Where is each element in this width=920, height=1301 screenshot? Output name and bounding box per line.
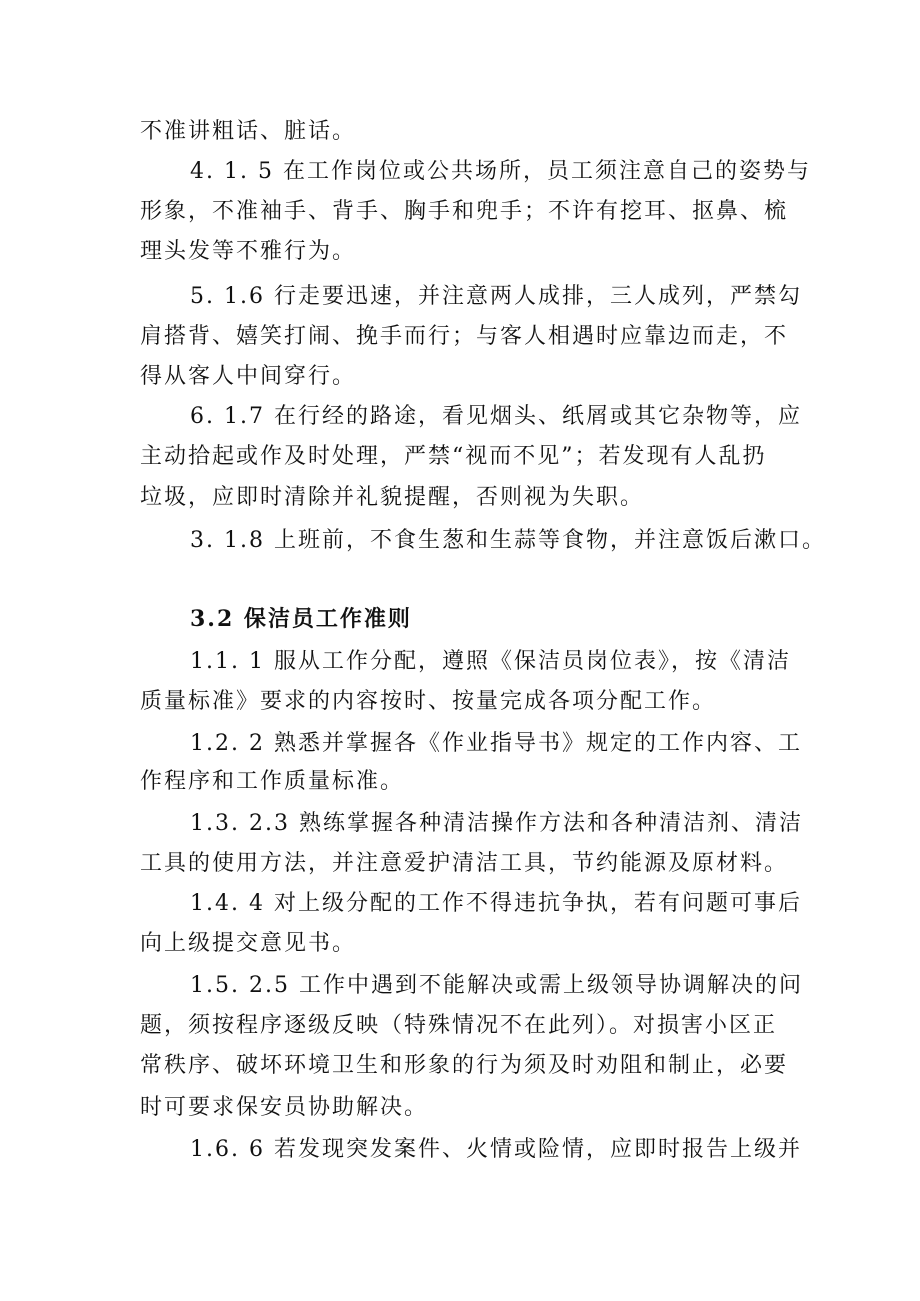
line-13: 1.1. 1 服从工作分配，遵照《保洁员岗位表》，按《清洁 xyxy=(190,649,791,674)
line-15: 1.2. 2 熟悉并掌握各《作业指导书》规定的工作内容、工 xyxy=(190,731,802,756)
line-17: 1.3. 2.3 熟练掌握各种清洁操作方法和各种清洁剂、清洁 xyxy=(190,811,803,836)
line-8: 6. 1.7 在行经的路途，看见烟头、纸屑或其它杂物等，应 xyxy=(190,404,802,429)
line-23: 常秩序、破坏环境卫生和形象的行为须及时劝阻和制止，必要 xyxy=(140,1053,789,1078)
line-18: 工具的使用方法，并注意爱护清洁工具，节约能源及原材料。 xyxy=(140,851,789,876)
line-22: 题，须按程序逐级反映（特殊情况不在此列）。对损害小区正 xyxy=(140,1013,778,1038)
line-21: 1.5. 2.5 工作中遇到不能解决或需上级领导协调解决的问 xyxy=(190,973,803,998)
line-14: 质量标准》要求的内容按时、按量完成各项分配工作。 xyxy=(140,689,717,714)
line-10: 垃圾，应即时清除并礼貌提醒，否则视为失职。 xyxy=(140,485,645,510)
line-24: 时可要求保安员协助解决。 xyxy=(140,1095,429,1120)
line-3: 形象，不准袖手、背手、胸手和兜手；不许有挖耳、抠鼻、梳 xyxy=(140,199,789,224)
line-5: 5. 1.6 行走要迅速，并注意两人成排，三人成列，严禁勾 xyxy=(190,284,802,309)
line-4: 理头发等不雅行为。 xyxy=(140,239,357,264)
section-heading: 3.2 保洁员工作准则 xyxy=(190,606,412,632)
line-1: 不准讲粗话、脏话。 xyxy=(140,119,357,144)
line-20: 向上级提交意见书。 xyxy=(140,931,357,956)
line-11: 3. 1.8 上班前，不食生葱和生蒜等食物，并注意饭后漱口。 xyxy=(190,528,826,553)
line-9: 主动拾起或作及时处理，严禁“视而不见”；若发现有人乱扔 xyxy=(140,444,767,469)
line-7: 得从客人中间穿行。 xyxy=(140,364,357,389)
line-6: 肩搭背、嬉笑打闹、挽手而行；与客人相遇时应靠边而走，不 xyxy=(140,324,789,349)
line-16: 作程序和工作质量标准。 xyxy=(140,769,405,794)
line-25: 1.6. 6 若发现突发案件、火情或险情，应即时报告上级并 xyxy=(190,1137,802,1162)
line-2: 4. 1. 5 在工作岗位或公共场所，员工须注意自己的姿势与 xyxy=(190,159,811,184)
line-19: 1.4. 4 对上级分配的工作不得违抗争执，若有问题可事后 xyxy=(190,891,802,916)
